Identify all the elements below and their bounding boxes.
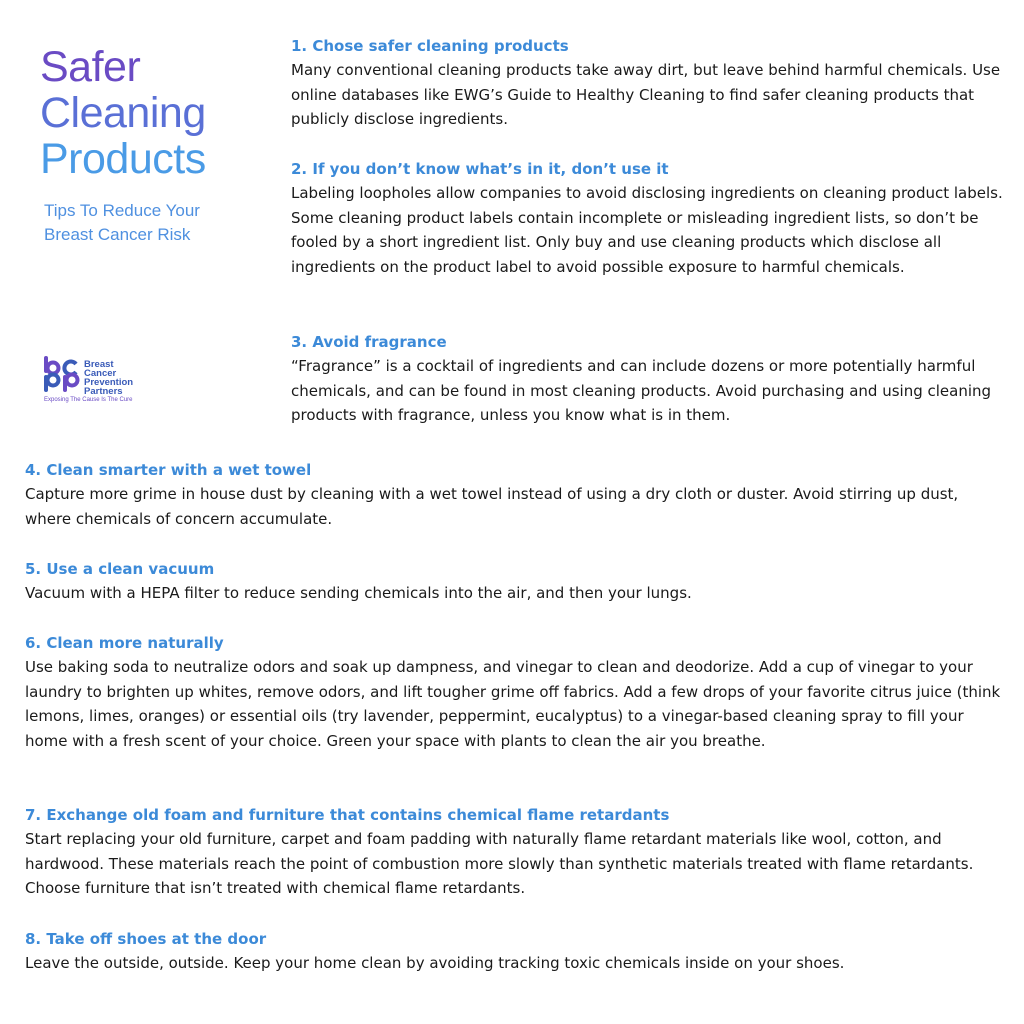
tip-5 xyxy=(25,557,1005,606)
tip-7 xyxy=(25,803,1005,901)
bcpp-logo-mark-icon xyxy=(44,356,80,392)
logo-word: Breast xyxy=(84,359,114,370)
title-line-products: Products xyxy=(40,135,206,183)
tip-body: “Fragrance” is a cocktail of ingredients and can include dozens or more potentially harmful chemicals, and can be found in most cleaning products. Avoid purchasing and using cleaning products with fragrance, unless you know what is in them. xyxy=(291,357,992,424)
title-line-safer: Safer xyxy=(40,43,141,91)
tip-3 xyxy=(291,330,1003,428)
tip-heading: 1. Chose safer cleaning products xyxy=(291,37,569,55)
subtitle-line-1: Tips To Reduce Your xyxy=(44,201,200,220)
bcpp-logo xyxy=(44,356,214,412)
logo-wordmark xyxy=(84,360,133,396)
logo-tagline: Exposing The Cause Is The Cure xyxy=(44,397,133,403)
tip-body: Vacuum with a HEPA filter to reduce sending chemicals into the air, and then your lungs. xyxy=(25,584,692,602)
tip-body: Many conventional cleaning products take away dirt, but leave behind harmful chemicals. Use online databases like EWG’s Guide to Healthy Cleaning to find safer cleaning products that publicly disclose ingredients. xyxy=(291,61,1001,128)
tip-heading: 4. Clean smarter with a wet towel xyxy=(25,461,312,479)
tip-heading: 8. Take off shoes at the door xyxy=(25,930,267,948)
tip-6 xyxy=(25,631,1005,753)
tip-heading: 3. Avoid fragrance xyxy=(291,333,447,351)
tip-heading: 6. Clean more naturally xyxy=(25,634,224,652)
tip-body: Leave the outside, outside. Keep your home clean by avoiding tracking toxic chemicals inside on your shoes. xyxy=(25,954,845,972)
tip-heading: 5. Use a clean vacuum xyxy=(25,560,215,578)
tip-1 xyxy=(291,34,1003,132)
tip-8 xyxy=(25,927,1005,976)
logo-word: Prevention xyxy=(84,377,134,388)
subtitle-line-2: Breast Cancer Risk xyxy=(44,225,191,244)
logo-word: Partners xyxy=(84,386,123,397)
tip-body: Use baking soda to neutralize odors and soak up dampness, and vinegar to clean and deodorize. Add a cup of vinegar to your laundry to brighten up whites, remove odors, and lift tougher grime off fabrics. Add a few drops of your favorite citrus juice (think lemons, limes, oranges) or essential oils (try lavender, peppermint, eucalyptus) to a vinegar-based cleaning spray to fill your home with a fresh scent of your choice. Green your space with plants to clean the air you breathe. xyxy=(25,658,1001,750)
tip-4 xyxy=(25,458,1005,531)
title-line-cleaning: Cleaning xyxy=(40,89,206,137)
tip-body: Capture more grime in house dust by cleaning with a wet towel instead of using a dry cloth or duster. Avoid stirring up dust, where chemicals of concern accumulate. xyxy=(25,485,959,528)
page-title xyxy=(40,44,270,182)
tip-heading: 2. If you don’t know what’s in it, don’t use it xyxy=(291,160,669,178)
page-subtitle xyxy=(44,199,264,247)
logo-word: Cancer xyxy=(84,368,117,379)
tip-2 xyxy=(291,157,1003,279)
tip-body: Labeling loopholes allow companies to avoid disclosing ingredients on cleaning product labels. Some cleaning product labels contain incomplete or misleading ingredient lists, so don’t be fooled by a short ingredient list. Only buy and use cleaning products which disclose all ingredients on the product label to avoid possible exposure to harmful chemicals. xyxy=(291,184,1003,276)
tip-heading: 7. Exchange old foam and furniture that contains chemical flame retardants xyxy=(25,806,670,824)
tip-body: Start replacing your old furniture, carpet and foam padding with naturally flame retardant materials like wool, cotton, and hardwood. These materials reach the point of combustion more slowly than synthetic materials treated with flame retardants. Choose furniture that isn’t treated with chemical flame retardants. xyxy=(25,830,974,897)
